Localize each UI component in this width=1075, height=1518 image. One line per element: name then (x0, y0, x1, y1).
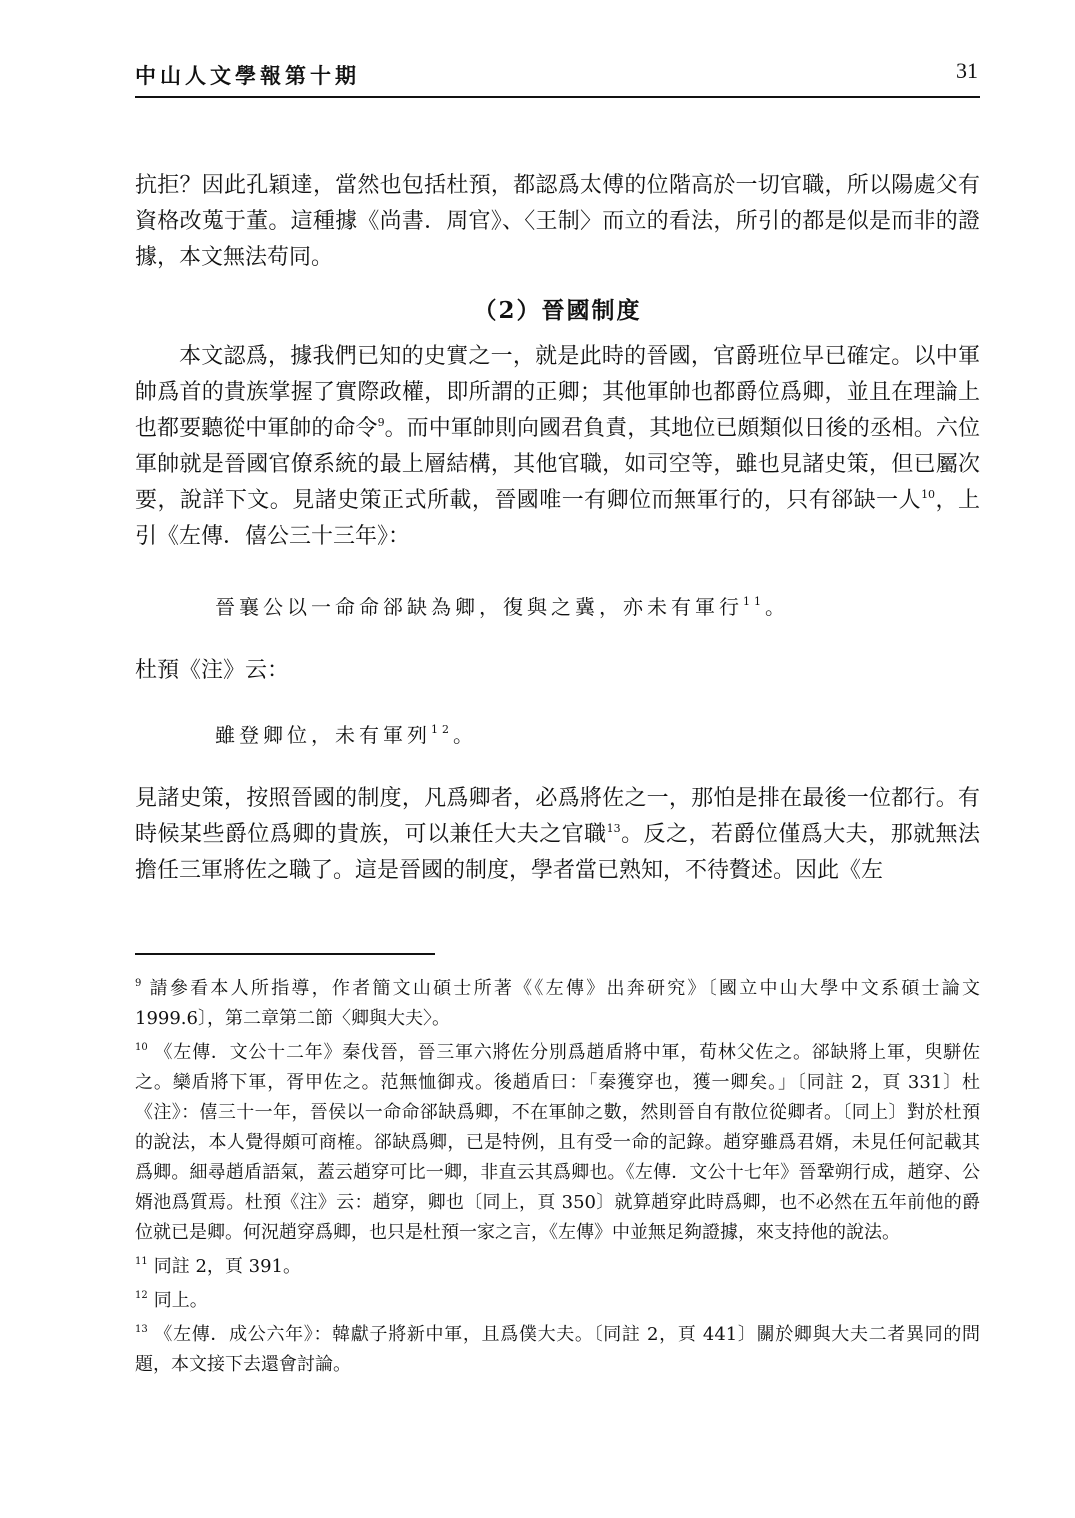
footnote-ref-11[interactable]: 11 (743, 595, 765, 608)
journal-title: 中山人文學報第十期 (135, 63, 360, 88)
paragraph-2 (135, 339, 980, 555)
spacer (135, 689, 980, 717)
block-quote-2 (135, 717, 980, 753)
spacer (135, 555, 980, 589)
page-number: 31 (956, 58, 978, 83)
paragraph-4 (135, 781, 980, 889)
spacer (135, 753, 980, 781)
section-heading: （2）晉國制度 (473, 297, 642, 324)
footnote-12 (135, 1286, 980, 1316)
footnote-rule (135, 953, 435, 955)
paragraph-3: 杜預《注》云： (135, 658, 290, 683)
block-quote-1 (135, 589, 980, 625)
footnote-ref-9[interactable]: 9 (377, 416, 385, 429)
header-rule (135, 96, 980, 98)
main-text (135, 168, 980, 889)
footnote-number: 11 (135, 1256, 148, 1267)
footnote-number: 9 (135, 978, 142, 989)
footnote-text: 請參看本人所指導，作者簡文山碩士所著《《左傳》出奔研究》〔國立中山大學中文系碩士論文 1999.6〕，第二章第二節〈卿與大夫〉。 (135, 978, 980, 1029)
footnote-text: 同註 2，頁 391。 (153, 1256, 301, 1277)
footnote-number: 13 (135, 1324, 148, 1335)
footnote-number: 10 (135, 1042, 148, 1053)
block-quote-2-end: 。 (453, 723, 477, 747)
footnote-text: 《左傳．成公六年》：韓獻子將新中軍，且爲僕大夫。〔同註 2，頁 441〕關於卿與大夫二者異同的問題，本文接下去還會討論。 (135, 1324, 980, 1375)
footnote-ref-12[interactable]: 12 (431, 723, 453, 736)
paragraph-2-text-a: 本文認爲，據我們已知的史實之一，就是此時的晉國，官爵班位早已確定。以中軍帥爲首的貴族掌握了實際政權，即所謂的正卿；其他軍帥也都爵位爲卿，並且在理論上也都要聽從中軍帥的命令 (135, 344, 980, 441)
footnote-text: 《左傳．文公十二年》秦伐晉，晉三軍六將佐分別爲趙盾將中軍，荀林父佐之。郤缺將上軍，臾駢佐之。欒盾將下軍，胥甲佐之。范無恤御戎。後趙盾曰：「秦獲穿也，獲一卿矣。」〔同註 2，頁 331〕杜《注》：僖三十一年，晉侯以一命命郤缺爲卿，不在軍帥之數，然則晉自有散位從卿者。〔同上〕對於杜預的說法，本人覺得頗可商榷。郤缺爲卿，已是特例，且有受一命的記錄。趙穿雖爲君婿，未見任何記載其爲卿。細尋趙盾語氣，蓋云趙穿可比一卿，非直云其爲卿也。《左傳．文公十七年》晉鞏朔行成，趙穿、公婿池爲質焉。杜預《注》云：趙穿，卿也〔同上，頁 350〕就算趙穿此時爲卿，也不必然在五年前他的爵位就已是卿。何況趙穿爲卿，也只是杜預一家之言，《左傳》中並無足夠證據，來支持他的說法。 (135, 1042, 980, 1243)
paragraph-4-text-a: 見諸史策，按照晉國的制度，凡爲卿者，必爲將佐之一，那怕是排在最後一位都行。有時候某些爵位爲卿的貴族，可以兼任大夫之官職 (135, 786, 980, 847)
footnote-11 (135, 1252, 980, 1282)
block-quote-2-text: 雖登卿位，未有軍列 (215, 723, 431, 747)
footnote-10 (135, 1038, 980, 1248)
footnote-text: 同上。 (153, 1290, 208, 1311)
block-quote-1-end: 。 (765, 595, 789, 619)
paragraph-1: 抗拒？因此孔穎達，當然也包括杜預，都認爲太傅的位階高於一切官職，所以陽處父有資格改蒐于董。這種據《尚書．周官》、〈王制〉而立的看法，所引的都是似是而非的證據，本文無法苟同。 (135, 173, 980, 270)
paragraph-2-text-b: 。而中軍帥則向國君負責，其地位已頗類似日後的丞相。六位軍帥就是晉國官僚系統的最上層結構，其他官職，如司空等，雖也見諸史策，但已屬次要，說詳下文。見諸史策正式所載，晉國唯一有卿位而無軍行的，只有郤缺一人 (135, 416, 980, 513)
spacer (135, 625, 980, 653)
footnote-ref-13[interactable]: 13 (606, 822, 621, 835)
footnote-number: 12 (135, 1290, 148, 1301)
footnote-ref-10[interactable]: 10 (921, 488, 936, 501)
block-quote-1-text: 晉襄公以一命命郤缺為卿，復與之冀，亦未有軍行 (215, 595, 743, 619)
running-header (135, 60, 980, 94)
paragraph-4-text-b: 。反之，若爵位僅爲大夫，那就無法擔任三軍將佐之職了。這是晉國的制度，學者當已熟知，不待贅述。因此《左 (135, 822, 980, 883)
footnote-9 (135, 974, 980, 1034)
footnotes (135, 974, 980, 1384)
paragraph-2-text-c: ，上引《左傳．僖公三十三年》： (135, 488, 980, 549)
footnote-13 (135, 1320, 980, 1380)
